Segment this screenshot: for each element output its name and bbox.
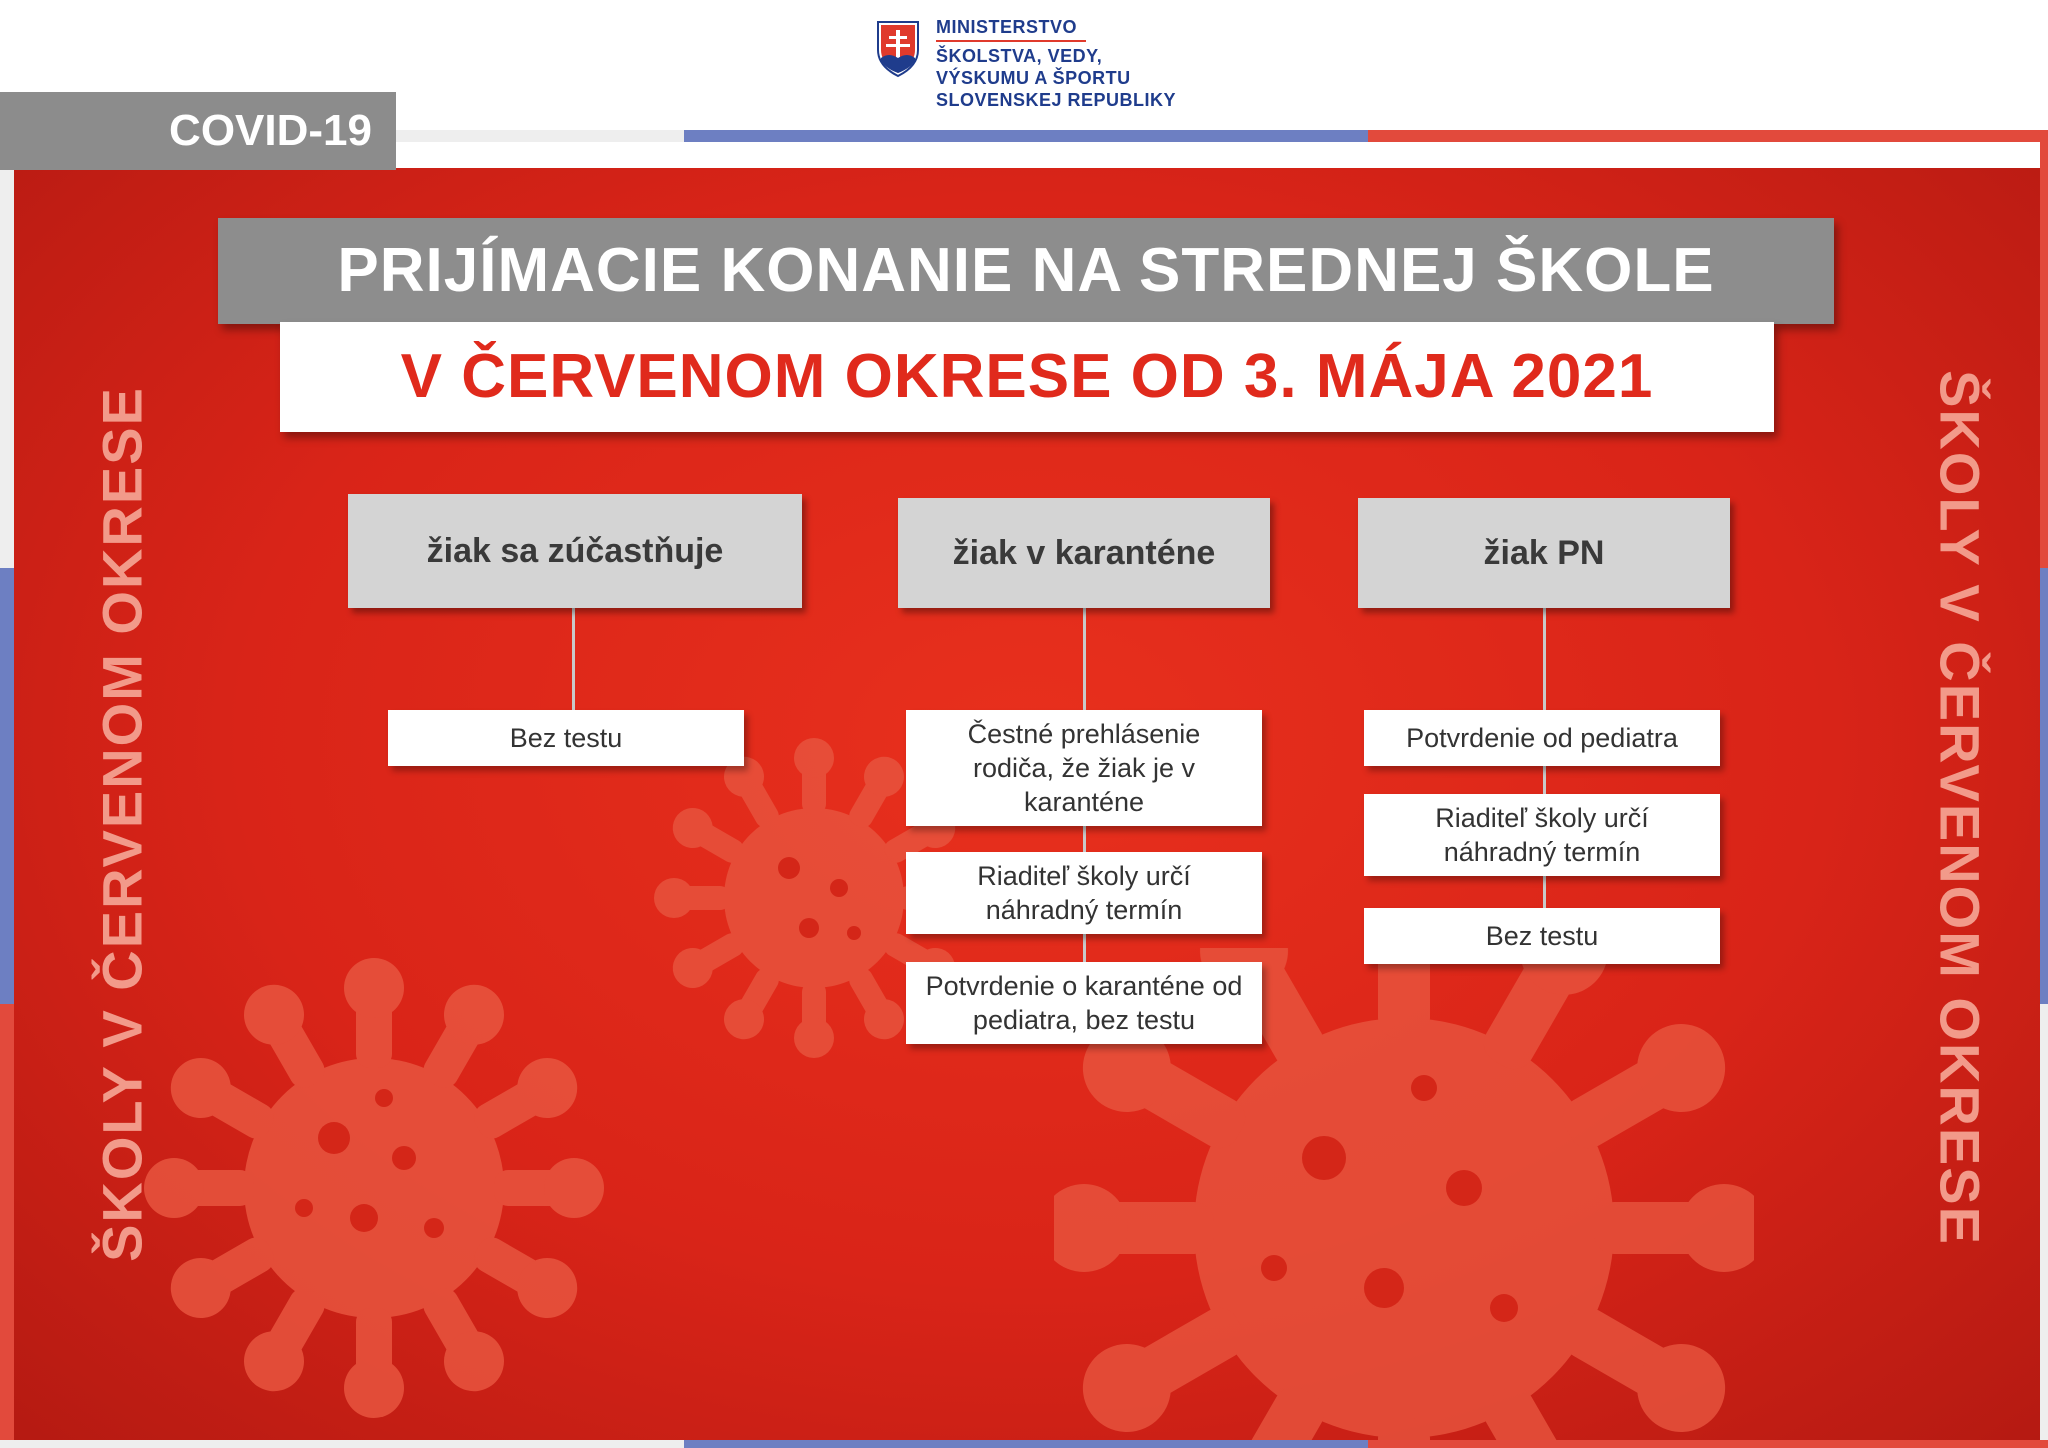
column-item: Potvrdenie o karanténe od pediatra, bez testu bbox=[906, 962, 1262, 1044]
column-item: Riaditeľ školy určí náhradný termín bbox=[906, 852, 1262, 934]
frame-stripe-top-mid bbox=[684, 130, 1368, 142]
covid-tag: COVID-19 bbox=[0, 92, 396, 170]
ministry-line: SLOVENSKEJ REPUBLIKY bbox=[936, 90, 1177, 110]
ministry-logo bbox=[876, 14, 1196, 114]
frame-stripe-bottom-left bbox=[0, 1440, 684, 1448]
column-item: Riaditeľ školy určí náhradný termín bbox=[1364, 794, 1720, 876]
ministry-line: MINISTERSTVO bbox=[936, 16, 1086, 42]
title-main: PRIJÍMACIE KONANIE NA STREDNEJ ŠKOLE bbox=[218, 218, 1834, 324]
frame-stripe-left-top bbox=[0, 142, 14, 568]
frame-stripe-right-top bbox=[2040, 142, 2048, 568]
title-sub: V ČERVENOM OKRESE OD 3. MÁJA 2021 bbox=[280, 322, 1774, 432]
ministry-line: ŠKOLSTVA, VEDY, bbox=[936, 46, 1103, 66]
connector-line bbox=[572, 608, 575, 710]
column-item: Bez testu bbox=[388, 710, 744, 766]
ministry-line: VÝSKUMU A ŠPORTU bbox=[936, 68, 1131, 88]
slovak-coat-of-arms-icon bbox=[876, 20, 920, 78]
ministry-name bbox=[936, 16, 1206, 111]
column-heading: žiak v karanténe bbox=[898, 498, 1270, 608]
column-heading: žiak PN bbox=[1358, 498, 1730, 608]
column-heading: žiak sa zúčastňuje bbox=[348, 494, 802, 608]
column-item: Bez testu bbox=[1364, 908, 1720, 964]
frame-stripe-left-mid bbox=[0, 568, 14, 1004]
frame-stripe-bottom-right bbox=[1368, 1440, 2048, 1448]
frame-stripe-right-bottom bbox=[2040, 1004, 2048, 1440]
column-item: Potvrdenie od pediatra bbox=[1364, 710, 1720, 766]
virus-decoration-icon bbox=[144, 958, 604, 1418]
frame-stripe-left-bottom bbox=[0, 1004, 14, 1440]
frame-stripe-bottom-mid bbox=[684, 1440, 1368, 1448]
side-label-left: ŠKOLY V ČERVENOM OKRESE bbox=[90, 386, 154, 1262]
column-item: Čestné prehlásenie rodiča, že žiak je v karanténe bbox=[906, 710, 1262, 826]
side-label-right: ŠKOLY V ČERVENOM OKRESE bbox=[1928, 370, 1992, 1246]
frame-stripe-right-mid bbox=[2040, 568, 2048, 1004]
frame-stripe-top-right bbox=[1368, 130, 2048, 142]
